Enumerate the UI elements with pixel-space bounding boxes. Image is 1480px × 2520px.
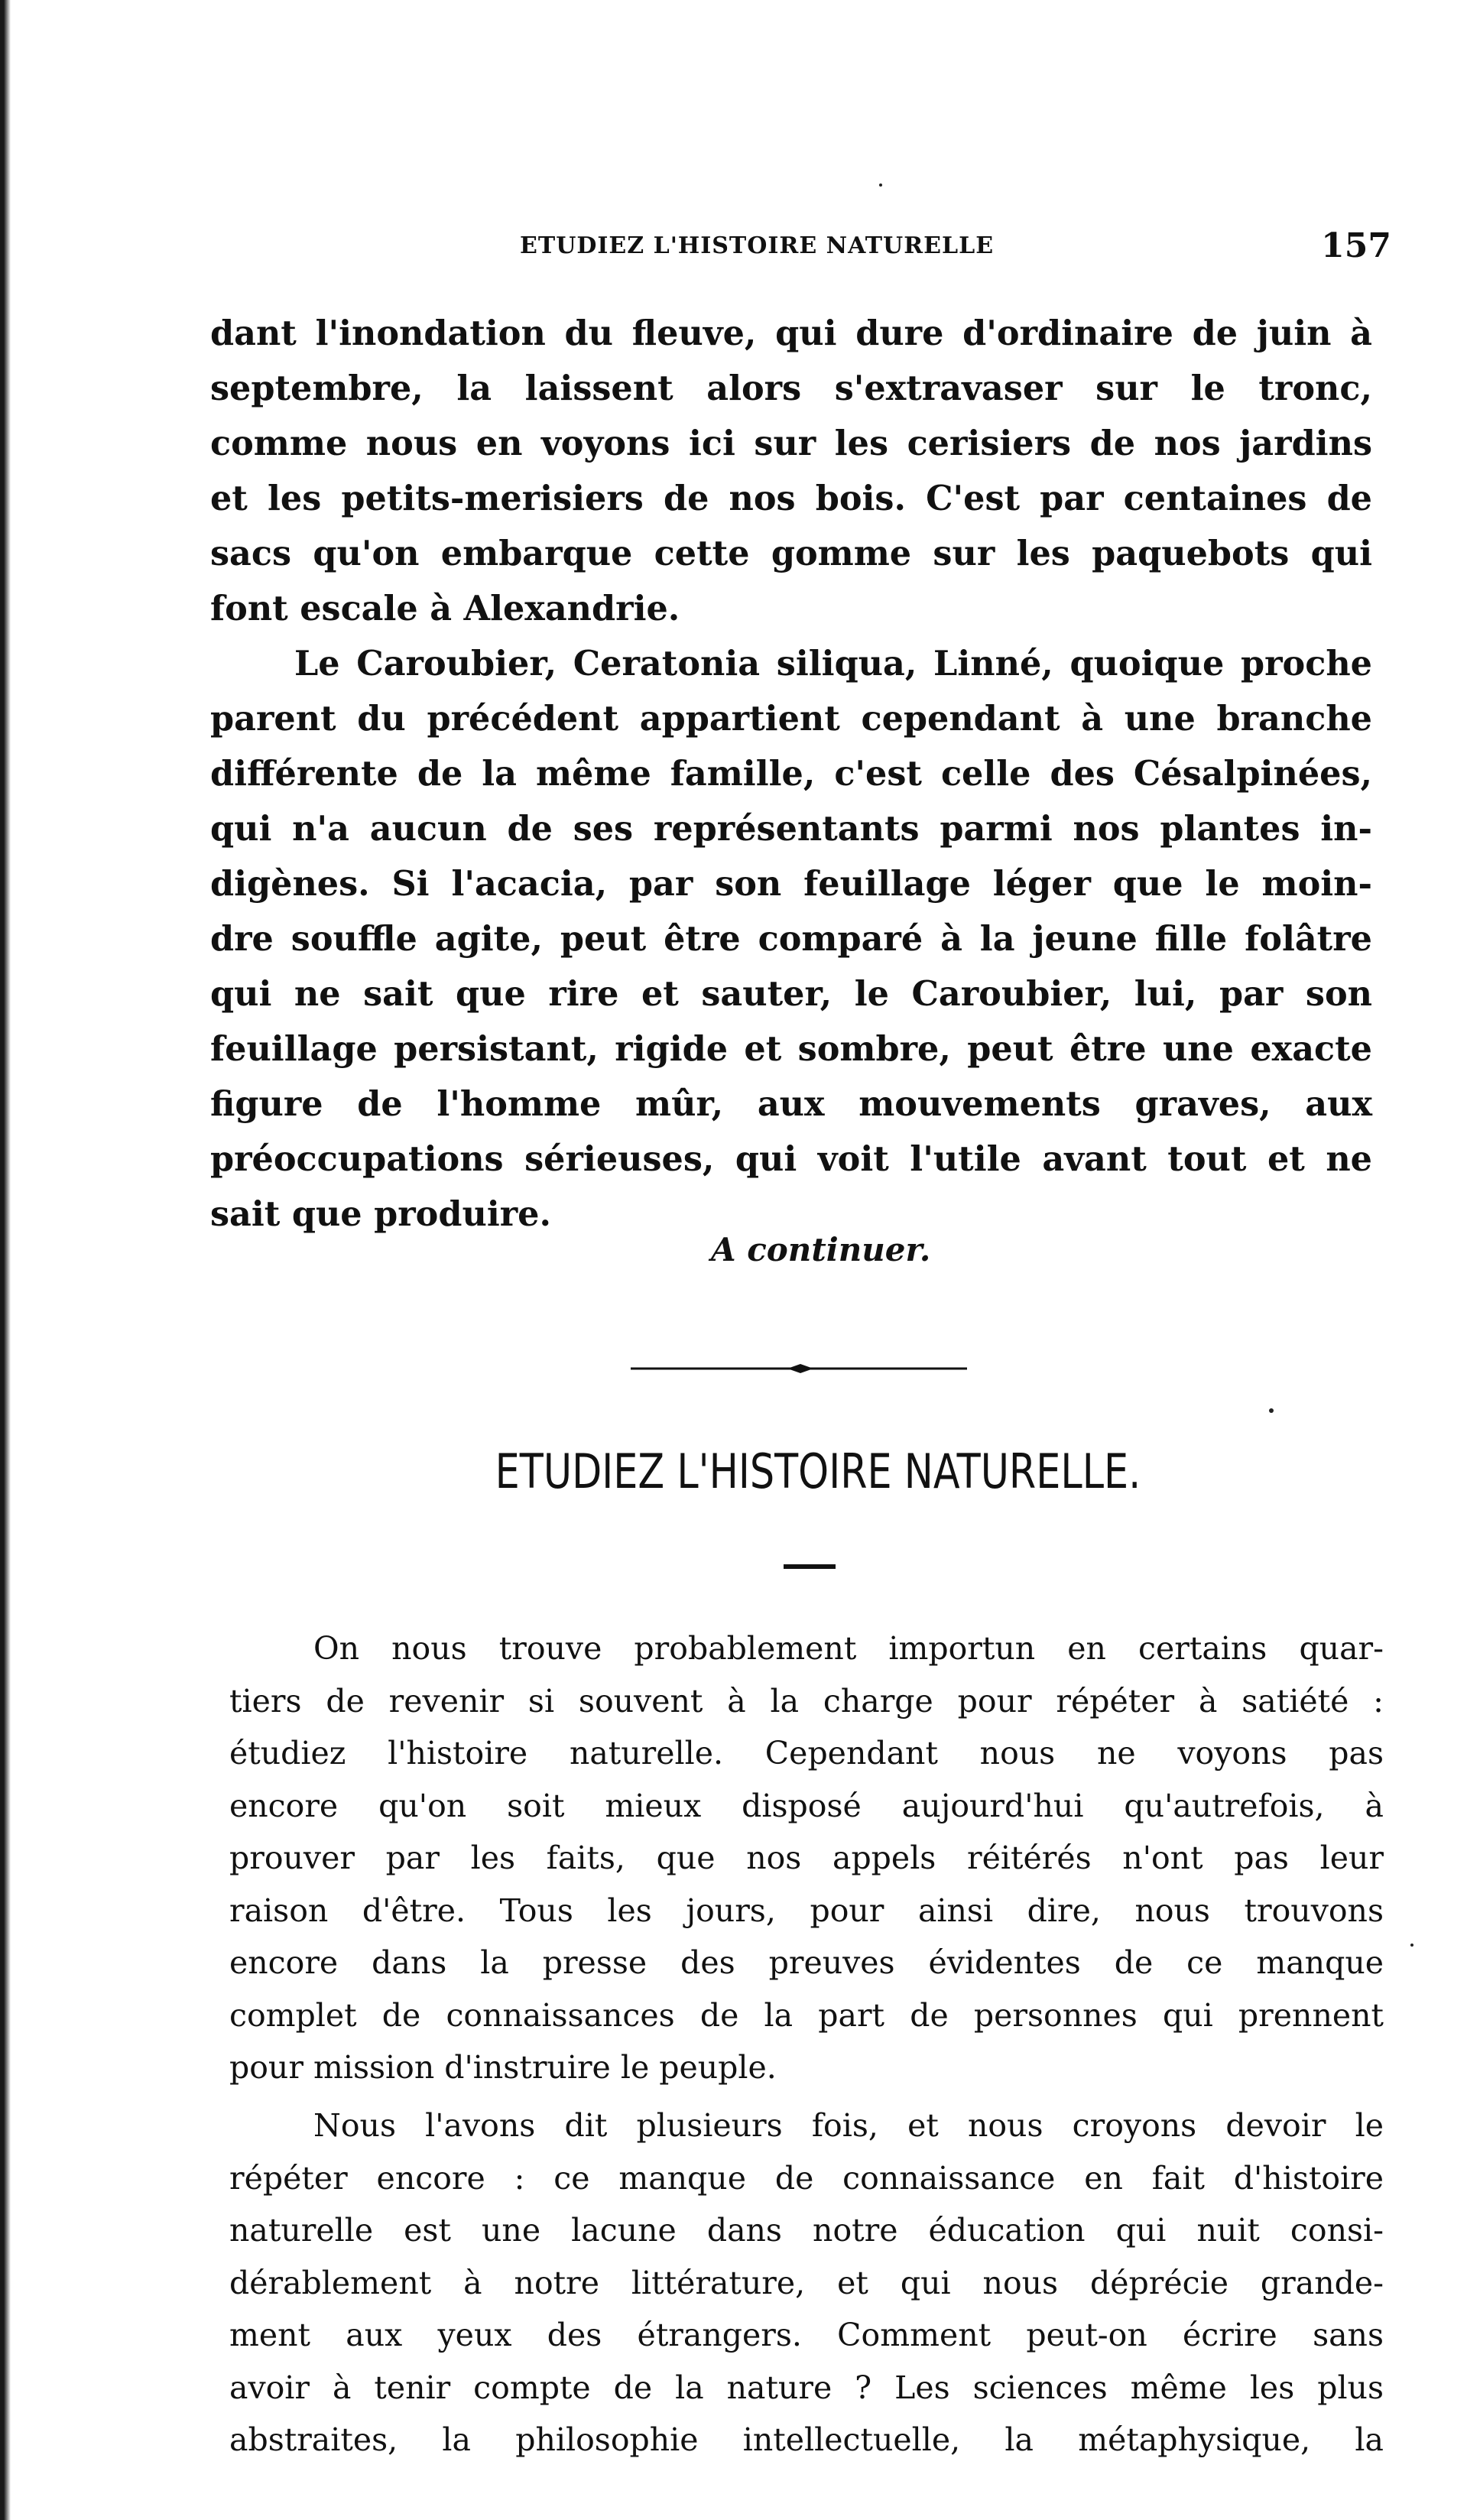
text-line: répéter encore : ce manque de connaissance en fait d'histoire	[229, 2159, 1384, 2197]
text-line: et les petits-merisiers de nos bois. C'est par centaines de	[210, 479, 1372, 518]
text-line: Nous l'avons dit plusieurs fois, et nous croyons devoir le	[313, 2107, 1384, 2144]
text-line: raison d'être. Tous les jours, pour ainsi dire, nous trouvons	[229, 1892, 1384, 1929]
ink-speck	[1269, 1408, 1274, 1413]
text-line: sacs qu'on embarque cette gomme sur les paquebots qui	[210, 534, 1372, 573]
ink-speck	[879, 183, 882, 187]
text-line: digènes. Si l'acacia, par son feuillage léger que le moin-	[210, 864, 1372, 904]
text-line: comme nous en voyons ici sur les cerisiers de nos jardins	[210, 424, 1372, 463]
paragraph-2	[210, 636, 1372, 1242]
paragraph-4	[229, 2099, 1384, 2466]
text-line: préoccupations sérieuses, qui voit l'utile avant tout et ne	[210, 1139, 1372, 1179]
running-head	[459, 226, 1391, 272]
text-line: complet de connaissances de la part de personnes qui prennent	[229, 1996, 1384, 2034]
text-line: font escale à Alexandrie.	[210, 589, 680, 628]
text-line: ment aux yeux des étrangers. Comment peut-on écrire sans	[229, 2317, 1384, 2353]
page-edge-shadow	[0, 0, 11, 2520]
text-line: Le Caroubier, Ceratonia siliqua, Linné, quoique proche	[294, 644, 1372, 684]
paragraph-1	[210, 306, 1372, 636]
text-line: On nous trouve probablement importun en certains quar-	[313, 1630, 1384, 1667]
text-line: tiers de revenir si souvent à la charge pour répéter à satiété :	[229, 1682, 1384, 1720]
text-line: dre souffle agite, peut être comparé à la jeune fille folâtre	[210, 919, 1372, 959]
text-line: sait que produire.	[210, 1194, 551, 1234]
text-line: feuillage persistant, rigide et sombre, peut être une exacte	[210, 1029, 1372, 1069]
text-line: septembre, la laissent alors s'extravaser sur le tronc,	[210, 369, 1372, 408]
text-line: encore qu'on soit mieux disposé aujourd'hui qu'autrefois, à	[229, 1787, 1384, 1824]
text-line: abstraites, la philosophie intellectuelle, la métaphysique, la	[229, 2421, 1384, 2458]
page-number: 157	[1321, 226, 1391, 265]
text-line: dant l'inondation du fleuve, qui dure d'ordinaire de juin à	[210, 313, 1372, 353]
text-line: parent du précédent appartient cependant à une branche	[210, 699, 1372, 739]
text-line: différente de la même famille, c'est celle des Césalpinées,	[210, 754, 1372, 794]
text-line: encore dans la presse des preuves évidentes de ce manque	[229, 1944, 1384, 1981]
text-line: dérablement à notre littérature, et qui nous déprécie grande-	[229, 2264, 1384, 2301]
text-line: qui ne sait que rire et sauter, le Caroubier, lui, par son	[210, 974, 1372, 1014]
ornamental-separator	[631, 1361, 967, 1376]
running-title: ETUDIEZ L'HISTOIRE NATURELLE	[520, 232, 995, 259]
text-line: avoir à tenir compte de la nature ? Les sciences même les plus	[229, 2369, 1384, 2406]
ink-speck	[1410, 1944, 1413, 1947]
text-line: qui n'a aucun de ses représentants parmi nos plantes in-	[210, 809, 1372, 849]
paragraph-3	[229, 1622, 1384, 2094]
text-line: prouver par les faits, que nos appels réitérés n'ont pas leur	[229, 1840, 1384, 1876]
section-title: ETUDIEZ L'HISTOIRE NATURELLE.	[495, 1443, 1141, 1499]
text-line: étudiez l'histoire naturelle. Cependant nous ne voyons pas	[229, 1735, 1384, 1771]
text-line: naturelle est une lacune dans notre éducation qui nuit consi-	[229, 2212, 1384, 2249]
text-line: figure de l'homme mûr, aux mouvements graves, aux	[210, 1084, 1372, 1124]
continuation-note: A continuer.	[711, 1231, 931, 1268]
title-rule	[784, 1564, 836, 1569]
text-line: pour mission d'instruire le peuple.	[229, 2049, 777, 2086]
